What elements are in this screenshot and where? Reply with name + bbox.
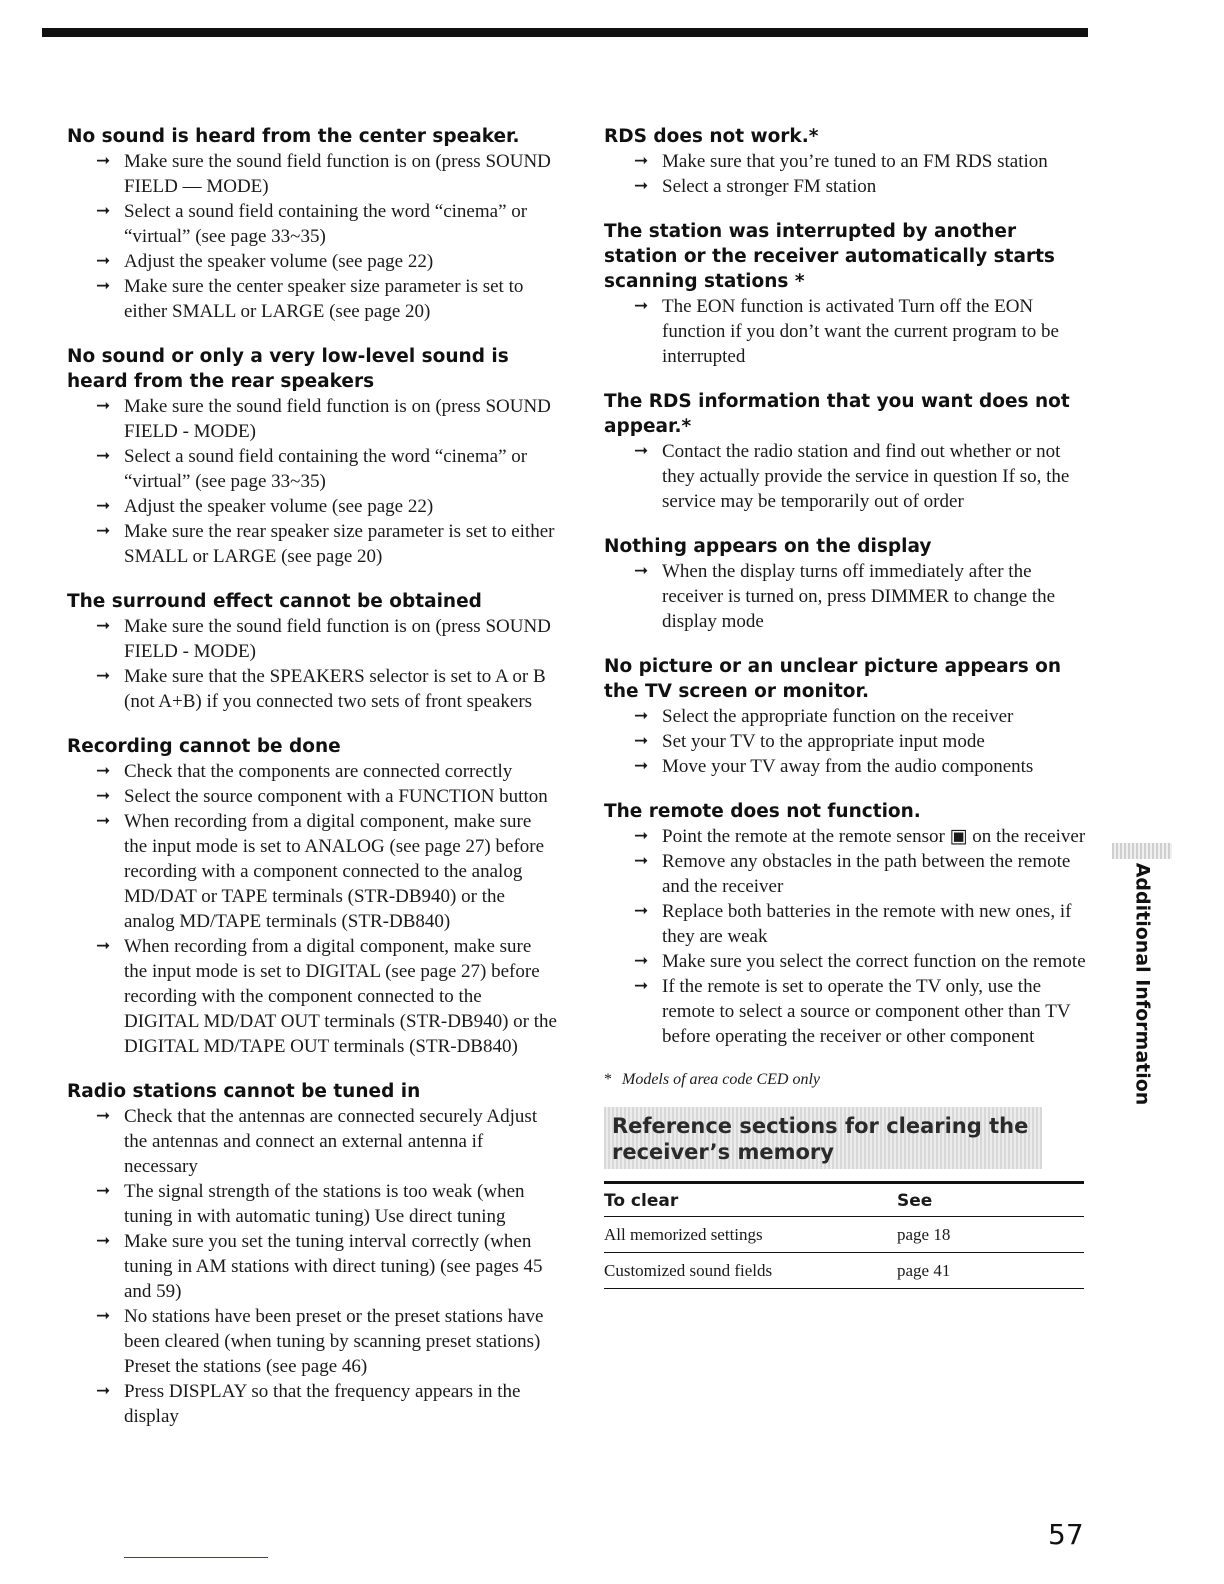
arrow-icon: ➞ (96, 1381, 111, 1401)
list-item: ➞ Make sure the sound field function is on (press SOUND FIELD — MODE) (96, 151, 551, 197)
list-item: ➞ The signal strength of the stations is too weak (when tuning in with automatic tuning) Use direct tuning (96, 1181, 525, 1227)
arrow-icon: ➞ (96, 811, 111, 831)
top-rule (42, 28, 1088, 37)
section-recording (67, 734, 557, 1059)
arrow-icon: ➞ (96, 251, 111, 271)
arrow-icon: ➞ (634, 851, 649, 871)
list-item: ➞ Select the source component with a FUNCTION button (96, 786, 548, 807)
list-item: ➞ Make sure you set the tuning interval correctly (when tuning in AM stations with direct tuning) (see pages 45 and 59) (96, 1231, 543, 1302)
arrow-icon: ➞ (96, 1306, 111, 1326)
footnote (604, 1069, 1090, 1091)
section-heading: The RDS information that you want does not appear.* (604, 391, 1070, 437)
arrow-icon: ➞ (634, 296, 649, 316)
arrow-icon: ➞ (634, 731, 649, 751)
arrow-icon: ➞ (634, 176, 649, 196)
arrow-icon: ➞ (634, 951, 649, 971)
section-rds (604, 124, 1090, 199)
footnote-text: Models of area code CED only (622, 1071, 821, 1088)
left-column (67, 124, 557, 1449)
section-heading: The remote does not function. (604, 801, 921, 822)
list-item: ➞ When the display turns off immediately after the receiver is turned on, press DIMMER to change the display mode (634, 561, 1056, 632)
list-item: ➞ Contact the radio station and find out whether or not they actually provide the service in question If so, the service may be temporarily out of order (634, 441, 1070, 512)
list-item: ➞ Make sure the center speaker size parameter is set to either SMALL or LARGE (see page 20) (96, 276, 524, 322)
table-cell: page 18 (897, 1217, 1084, 1253)
footnote-star: * (604, 1071, 612, 1088)
section-surround-effect (67, 589, 557, 714)
list-item: ➞ Select a stronger FM station (634, 176, 877, 197)
table-cell: All memorized settings (604, 1217, 897, 1253)
arrow-icon: ➞ (96, 761, 111, 781)
list-item: ➞ No stations have been preset or the preset stations have been cleared (when tuning by scanning preset stations) Preset the stations (see page 46) (96, 1306, 544, 1377)
list-item: ➞ Set your TV to the appropriate input mode (634, 731, 985, 752)
section-radio-stations (67, 1079, 557, 1429)
arrow-icon: ➞ (96, 446, 111, 466)
list-item: ➞ The EON function is activated Turn off the EON function if you don’t want the current program to be interrupted (634, 296, 1059, 367)
arrow-icon: ➞ (634, 441, 649, 461)
section-rear-speakers (67, 344, 557, 569)
list-item: ➞ Press DISPLAY so that the frequency appears in the display (96, 1381, 521, 1427)
table-header-row (604, 1183, 1084, 1217)
list-item: ➞ Make sure that you’re tuned to an FM RDS station (634, 151, 1048, 172)
arrow-icon: ➞ (96, 666, 111, 686)
section-heading: No picture or an unclear picture appears on the TV screen or monitor. (604, 656, 1062, 702)
table-row (604, 1253, 1084, 1289)
list-item: ➞ Select a sound field containing the word “cinema” or “virtual” (see page 33~35) (96, 446, 528, 492)
arrow-icon: ➞ (96, 786, 111, 806)
arrow-icon: ➞ (634, 151, 649, 171)
list-item: ➞ Move your TV away from the audio components (634, 756, 1034, 777)
list-item: ➞ Make sure the sound field function is on (press SOUND FIELD - MODE) (96, 616, 551, 662)
section-heading: RDS does not work.* (604, 126, 819, 147)
section-remote (604, 799, 1090, 1049)
section-station-interrupted (604, 219, 1090, 369)
reference-title: Reference sections for clearing the receiver’s memory (604, 1107, 1042, 1169)
table-row (604, 1217, 1084, 1253)
list-item: ➞ Adjust the speaker volume (see page 22) (96, 496, 434, 517)
list-item: ➞ If the remote is set to operate the TV only, use the remote to select a source or component other than TV before operating the receiver or other component (634, 976, 1071, 1047)
section-heading: Nothing appears on the display (604, 536, 932, 557)
table-cell: Customized sound fields (604, 1253, 897, 1289)
arrow-icon: ➞ (634, 976, 649, 996)
section-heading: Recording cannot be done (67, 736, 341, 757)
arrow-icon: ➞ (96, 276, 111, 296)
reference-table (604, 1181, 1084, 1289)
arrow-icon: ➞ (96, 201, 111, 221)
arrow-icon: ➞ (96, 521, 111, 541)
arrow-icon: ➞ (96, 496, 111, 516)
arrow-icon: ➞ (634, 561, 649, 581)
list-item: ➞ Check that the components are connected correctly (96, 761, 513, 782)
list-item: ➞ When recording from a digital component, make sure the input mode is set to ANALOG (see page 27) before recording with a component connected to the analog MD/DAT or TAPE terminals (STR-DB940) or the analog MD/TAPE terminals (STR-DB840) (96, 811, 545, 932)
list-item: ➞ Make sure the rear speaker size parameter is set to either SMALL or LARGE (see page 20) (96, 521, 555, 567)
section-heading: The surround effect cannot be obtained (67, 591, 482, 612)
list-item: ➞ Adjust the speaker volume (see page 22) (96, 251, 434, 272)
list-item: ➞ Point the remote at the remote sensor ▣ on the receiver (634, 826, 1086, 847)
page-number: 57 (1048, 1518, 1084, 1551)
arrow-icon: ➞ (96, 1106, 111, 1126)
section-heading: No sound is heard from the center speaker. (67, 126, 520, 147)
list-item: ➞ Remove any obstacles in the path between the remote and the receiver (634, 851, 1071, 897)
arrow-icon: ➞ (96, 936, 111, 956)
arrow-icon: ➞ (96, 1231, 111, 1251)
side-tab (1126, 862, 1158, 1106)
list-item: ➞ Make sure you select the correct function on the remote (634, 951, 1086, 972)
section-no-center-sound (67, 124, 557, 324)
arrow-icon: ➞ (96, 396, 111, 416)
section-tab-marker (1112, 843, 1172, 859)
arrow-icon: ➞ (634, 901, 649, 921)
arrow-icon: ➞ (634, 706, 649, 726)
column-header-see: See (897, 1183, 1084, 1217)
section-display (604, 534, 1090, 634)
table-cell: page 41 (897, 1253, 1084, 1289)
arrow-icon: ➞ (634, 826, 649, 846)
arrow-icon: ➞ (96, 616, 111, 636)
arrow-icon: ➞ (634, 756, 649, 776)
section-rds-information (604, 389, 1090, 514)
column-header-to-clear: To clear (604, 1183, 897, 1217)
list-item: ➞ Make sure the sound field function is on (press SOUND FIELD - MODE) (96, 396, 551, 442)
side-tab-label: Additional Information (1131, 862, 1153, 1106)
arrow-icon: ➞ (96, 1181, 111, 1201)
right-column (604, 124, 1090, 1289)
section-heading: The station was interrupted by another station or the receiver automatically starts scanning stations * (604, 221, 1055, 292)
section-tv-picture (604, 654, 1090, 779)
section-heading: No sound or only a very low-level sound is heard from the rear speakers (67, 346, 509, 392)
list-item: ➞ When recording from a digital component, make sure the input mode is set to DIGITAL (see page 27) before recording with the component connected to the DIGITAL MD/DAT OUT terminals (STR-DB940) or the DIGITAL MD/TAPE OUT terminals (STR-DB840) (96, 936, 557, 1057)
list-item: ➞ Make sure that the SPEAKERS selector is set to A or B (not A+B) if you connected two sets of front speakers (96, 666, 546, 712)
arrow-icon: ➞ (96, 151, 111, 171)
list-item: ➞ Replace both batteries in the remote with new ones, if they are weak (634, 901, 1072, 947)
list-item: ➞ Check that the antennas are connected securely Adjust the antennas and connect an external antenna if necessary (96, 1106, 538, 1177)
bottom-rule (124, 1557, 268, 1558)
list-item: ➞ Select the appropriate function on the receiver (634, 706, 1014, 727)
section-heading: Radio stations cannot be tuned in (67, 1081, 421, 1102)
list-item: ➞ Select a sound field containing the word “cinema” or “virtual” (see page 33~35) (96, 201, 528, 247)
